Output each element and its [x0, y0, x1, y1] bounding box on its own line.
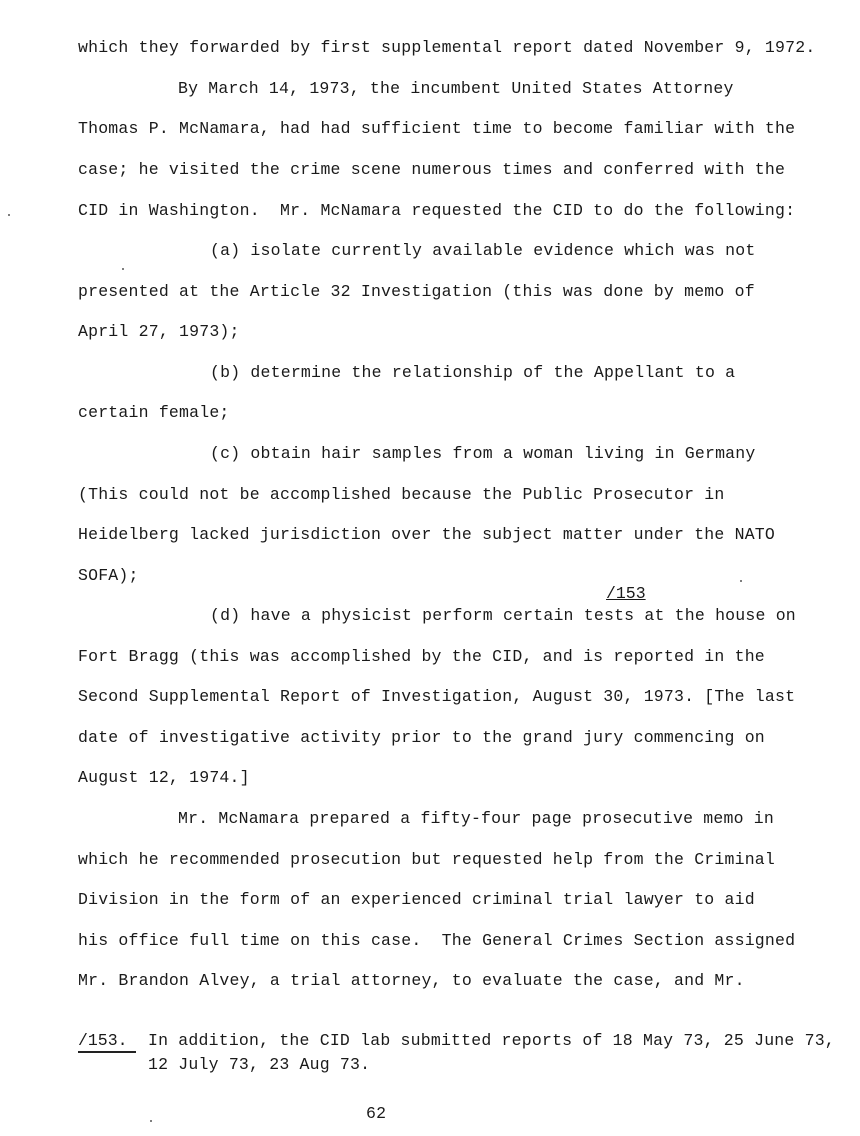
scan-speck	[122, 268, 124, 270]
text-line: Fort Bragg (this was accomplished by the CID, and is reported in the	[78, 647, 765, 666]
footnote-underline	[78, 1051, 136, 1053]
text-line: presented at the Article 32 Investigation (this was done by memo of	[78, 282, 755, 301]
page-number: 62	[366, 1104, 387, 1123]
footnote-reference: /153	[606, 584, 646, 603]
list-item-c: (c) obtain hair samples from a woman living in Germany	[210, 444, 756, 463]
list-item-d: (d) have a physicist perform certain tests at the house on	[210, 606, 796, 625]
text-line: August 12, 1974.]	[78, 768, 250, 787]
text-line: Thomas P. McNamara, had had sufficient time to become familiar with the	[78, 119, 796, 138]
footnote-marker: /153.	[78, 1031, 128, 1050]
text-line: date of investigative activity prior to the grand jury commencing on	[78, 728, 765, 747]
text-line: certain female;	[78, 403, 230, 422]
text-line: which he recommended prosecution but requested help from the Criminal	[78, 850, 776, 869]
paragraph-start-line: Mr. McNamara prepared a fifty-four page prosecutive memo in	[178, 809, 774, 828]
text-line: Division in the form of an experienced criminal trial lawyer to aid	[78, 890, 755, 909]
text-line: which they forwarded by first supplemental report dated November 9, 1972.	[78, 38, 816, 57]
list-item-a: (a) isolate currently available evidence which was not	[210, 241, 756, 260]
text-line: April 27, 1973);	[78, 322, 240, 341]
paragraph-start-line: By March 14, 1973, the incumbent United States Attorney	[178, 79, 734, 98]
text-line: Heidelberg lacked jurisdiction over the subject matter under the NATO	[78, 525, 776, 544]
text-line: (This could not be accomplished because the Public Prosecutor in	[78, 485, 725, 504]
text-line: his office full time on this case. The General Crimes Section assigned	[78, 931, 796, 950]
footnote-text: In addition, the CID lab submitted reports of 18 May 73, 25 June 73,	[148, 1031, 835, 1050]
text-line: Second Supplemental Report of Investigation, August 30, 1973. [The last	[78, 687, 796, 706]
scan-speck	[8, 214, 10, 216]
list-item-b: (b) determine the relationship of the Appellant to a	[210, 363, 736, 382]
text-line: CID in Washington. Mr. McNamara requested the CID to do the following:	[78, 201, 796, 220]
scan-speck	[740, 580, 742, 582]
text-line: SOFA);	[78, 566, 139, 585]
text-line: case; he visited the crime scene numerous times and conferred with the	[78, 160, 786, 179]
footnote-text: 12 July 73, 23 Aug 73.	[148, 1055, 371, 1074]
scan-speck	[150, 1120, 152, 1122]
text-line: Mr. Brandon Alvey, a trial attorney, to evaluate the case, and Mr.	[78, 971, 745, 990]
